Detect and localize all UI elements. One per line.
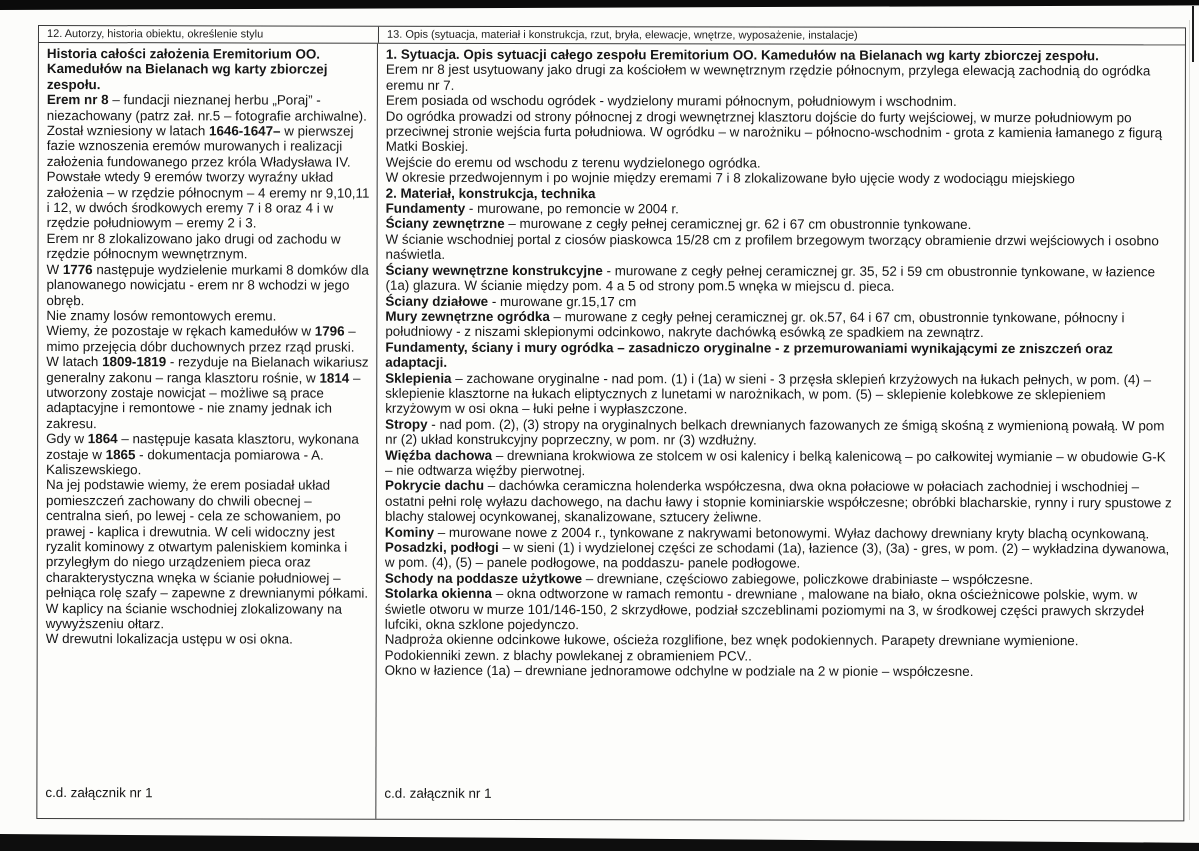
paragraph-bold-run: Mury zewnętrzne ogródka [385, 308, 550, 324]
paragraph [385, 447, 1174, 479]
table-body-row [37, 43, 1185, 820]
paragraph-bold-run: 1814 [319, 370, 350, 386]
paragraph-bold-run: Historia całości założenia Eremitorium OO. Kamedułów na Bielanach wg karty zbiorczej zespołu. [46, 46, 328, 92]
paragraph [46, 323, 370, 354]
paragraph-text-run: Wejście do eremu od wschodu z terenu wydzielonego ogródka. [385, 154, 761, 171]
paragraph-bold-run: Ściany zewnętrzne [385, 216, 505, 232]
paragraph-bold-run: Sklepienia [385, 370, 452, 386]
paragraph-bold-run: Erem nr 8 [46, 92, 109, 108]
scan-edge-right [1192, 6, 1194, 62]
paragraph-text-run: – fundacji nieznanej herbu „Poraj” - niezachowany (patrz zał. nr.5 – fotografie archiwalne). [46, 92, 367, 124]
paragraph-bold-run: 1864 [87, 431, 118, 447]
paragraph [386, 216, 1175, 233]
paragraph-text-run: Podokienniki zewn. z blachy powlekanej z obramieniem PCV.. [384, 647, 752, 664]
paragraph-text-run: –mimo przejęcia dóbr duchownych przez rząd pruski. [46, 323, 356, 355]
paragraph-text-run: – okna odtworzone w ramach remontu - drewniane , malowane na biało, okna ościeżnicowe polskie, wym. w świetle otworu w murze 101/146-150, 2 skrzydłowe, podział szczeblinami poziomymi na 3, w środkowej części prawych skrzydeł lufciki, okna szklone pojedynczo. [384, 586, 1144, 633]
paragraph [385, 293, 1174, 310]
paragraph [386, 201, 1175, 218]
paragraph [47, 169, 371, 231]
paragraph-text-run: - murowane, po remoncie w 2004 r. [465, 200, 679, 217]
paragraph [385, 571, 1174, 588]
paragraph [385, 540, 1174, 572]
history-text-block [46, 46, 371, 648]
paragraph [386, 170, 1175, 187]
scan-edge-right-faint [1189, 20, 1190, 820]
paragraph-bold-run: 1776 [62, 261, 93, 277]
paragraph-text-run: następuje wydzielenie murkami 8 domków dla planowanego nowicjatu - erem nr 8 wchodzi w jego obręb. [46, 261, 369, 308]
paragraph [385, 663, 1174, 680]
paragraph-text-run: - dokumentacja pomiarowa - A. Kaliszewskiego. [46, 446, 324, 478]
record-card-table [36, 25, 1186, 821]
paragraph-bold-run: 2. Materiał, konstrukcja, technika [385, 185, 596, 201]
paragraph-text-run: – następuje kasata klasztoru, wykonana zostaje w [46, 431, 359, 462]
paragraph-text-run: - murowane gr.15,17 cm [488, 293, 637, 309]
paragraph-text-run: Został wzniesiony w latach [46, 123, 210, 139]
field-12-content [37, 43, 378, 819]
paragraph [46, 631, 370, 647]
paragraph-text-run: Erem nr 8 jest usytuowany jako drugi za kościołem w wewnętrznym rzędzie północnym, przylega elewacją zachodnią do ogródka eremu nr 7. [385, 62, 1151, 93]
paragraph [46, 262, 370, 309]
paragraph-bold-run: Pokrycie dachu [385, 478, 485, 494]
paragraph-text-run: Erem posiada od wschodu ogródek - wydzielony murami północnym, południowym i wschodnim. [385, 92, 957, 110]
paragraph [47, 231, 371, 262]
paragraph-text-run: - rezyduje na Bielanach wikariusz generalny zakonu – ranga klasztoru rośnie, w [46, 354, 369, 386]
paragraph [385, 586, 1174, 634]
paragraph [46, 431, 370, 478]
paragraph-text-run: Do ogródka prowadzi od strony północnej z drogi wewnętrznej klasztoru dojście do furty wejściowej, w murze południowym po przeciwnej stronie wejścia furta południowa. W ogródku – w narożniku – północno-wschodnim - grota z kamienia łamanego z figurą Matki Boskiej. [385, 108, 1163, 155]
paragraph-text-run: Nadproża okienne odcinkowe łukowe, ościeża rozglifione, bez wnęk podokiennych. Parapety drewniane wymienione. [384, 632, 1079, 649]
field-12-header: 12. Autorzy, historia obiektu, określenie stylu [39, 26, 379, 43]
paragraph-bold-run: Kominy [384, 524, 435, 540]
field-13-content [376, 44, 1185, 821]
paragraph-text-run: Erem nr 8 zlokalizowano jako drugi od zachodu w rzędzie północnym wewnętrznym. [46, 230, 341, 262]
paragraph-bold-run: Fundamenty, ściany i mury ogródka – zasadniczo oryginalne - z przemurowaniami wynikającymi ze zniszczeń oraz adaptacji. [385, 339, 1113, 370]
paragraph [385, 416, 1174, 448]
paragraph-bold-run: Posadzki, podłogi [384, 539, 499, 555]
paragraph [46, 354, 370, 432]
paragraph-text-run: – dachówka ceramiczna holenderka współczesna, dwa okna połaciowe w połaciach zachodniej i wschodniej – ostatni pełni rolę wyłazu dachowego, na dachu ławy i stopnie kominiarskie współczesne; obróbki blacharskie, rynny i rury spustowe z blachy stalowej ocynkowanej, skanalizowane, sztucery żeliwne. [384, 478, 1172, 525]
paragraph-text-run: W okresie przedwojennym i po wojnie między eremami 7 i 8 zlokalizowane było ujęcie wody z wodociągu miejskiego [385, 169, 1075, 187]
paragraph [385, 524, 1174, 541]
right-continuation-note: c.d. załącznik nr 1 [384, 785, 492, 801]
paragraph-text-run: W ścianie wschodniej portal z ciosów piaskowca 15/28 cm z profilem brzegowym tworzący obramienie drzwi wejściowych i osobno naświetla. [385, 231, 1159, 263]
paragraph [385, 632, 1174, 649]
paragraph-text-run: Na jej podstawie wiemy, że erem posiadał układ pomieszczeń zachowany do chwili obecnej – centralna sień, po lewej - cela ze schowaniem, po prawej - kaplica i drewutnia. W celi widoczny jest ryzalit kominowy z otwartym paleniskiem kominka i przyległym do niego urządzeniem pieca oraz charakterystyczna wnęka w ścianie południowej – pełniąca rolę szafy – zapewne z drewnianymi półkami. W kaplicy na ścianie wschodniej zlokalizowany na wywyższeniu ołtarz. [45, 477, 369, 632]
paragraph [47, 46, 371, 93]
paragraph-bold-run: Ściany wewnętrzne konstrukcyjne [385, 262, 603, 278]
paragraph-bold-run: 1646-1647– [209, 123, 281, 139]
paragraph [386, 155, 1175, 172]
scan-edge-top [0, 0, 1199, 10]
description-text-block [385, 47, 1175, 680]
paragraph [386, 47, 1175, 64]
paragraph [46, 477, 370, 632]
paragraph [385, 262, 1174, 294]
paragraph-bold-run: Ściany działowe [385, 293, 489, 309]
paragraph-text-run: W [46, 261, 63, 277]
paragraph-text-run: Nie znamy losów remontowych eremu. [46, 307, 277, 324]
paragraph [47, 92, 371, 123]
paragraph-bold-run: 1865 [105, 446, 136, 462]
paragraph [386, 185, 1175, 202]
paragraph [385, 478, 1174, 526]
paragraph-bold-run: Schody na poddasze użytkowe [384, 570, 583, 586]
left-continuation-note: c.d. załącznik nr 1 [45, 784, 153, 800]
paragraph [386, 108, 1175, 156]
field-13-header: 13. Opis (sytuacja, materiał i konstrukcja, rzut, bryła, elewacje, wnętrze, wyposażenie, instalacje) [386, 28, 858, 42]
paragraph-text-run: – murowane z cegły pełnej ceramicznej gr. ok.57, 64 i 67 cm, obustronnie tynkowane, północny i południowy - z niszami sklepionymi odcinkowo, nakryte dachówką esówką ze spadkiem na zewnątrz. [385, 308, 1125, 341]
paragraph [386, 232, 1175, 264]
paragraph-text-run: – zachowane oryginalne - nad pom. (1) i (1a) w sieni - 3 przęsła sklepień krzyżowych na łukach pełnych, w pom. (4) – sklepienie klasztorne na łukach eliptycznych z lunetami w narożnikach, w pom. (5) – sklepienie kolebkowe ze sklepieniem krzyżowym w osi okna – łuki pełne i wypłaszczone. [385, 370, 1152, 417]
paragraph-bold-run: 1. Sytuacja. Opis sytuacji całego zespołu Eremitorium OO. Kamedułów na Bielanach wg karty zbiorczej zespołu. [385, 46, 1099, 64]
paragraph [385, 309, 1174, 341]
paragraph-text-run: – utworzony zostaje nowicjat – możliwe są prace adaptacyjne i remontowe - nie znamy jednak ich zakresu. [46, 370, 361, 431]
paragraph [47, 123, 371, 170]
paragraph-bold-run: 1796 [314, 323, 345, 339]
paragraph-text-run: Gdy w [46, 431, 88, 447]
paragraph-text-run: w pierwszej fazie wznoszenia eremów murowanych i realizacji założenia fundowanego przez króla Władysława IV. [46, 123, 354, 170]
paragraph [385, 370, 1174, 418]
paragraph-bold-run: Więźba dachowa [385, 447, 493, 463]
paragraph-text-run: Wiemy, że pozostaje w rękach kamedułów w [46, 323, 315, 339]
paragraph-text-run: – drewniana krokwiowa ze stolcem w osi kalenicy i belką kalenicową – po całkowitej wymianie – w obudowie G-K – nie odtwarza więźby pierwotnej. [385, 447, 1166, 479]
paragraph-text-run: – murowane z cegły pełnej ceramicznej gr. 62 i 67 cm obustronnie tynkowane. [504, 216, 972, 233]
scan-edge-bottom [0, 834, 1199, 851]
paragraph-text-run: - nad pom. (2), (3) stropy na oryginalnych belkach drewnianych fazowanych ze śmigą skośną z wymienioną powałą. W pom nr (2) układ konstrukcyjny poprzeczny, w pom. nr (3) wzdłużny. [385, 416, 1165, 448]
paragraph-text-run: – murowane nowe z 2004 r., tynkowane z nakrywami betonowymi. Wyłaz dachowy drewniany kryty blachą ocynkowaną. [434, 524, 1150, 541]
paragraph-text-run: - murowane z cegły pełnej ceramicznej gr. 35, 52 i 59 cm obustronnie tynkowane, w łazience (1a) glazura. W ścianie między pom. 4 a 5 od strony pom.5 wnęka w miejscu d. pieca. [385, 262, 1156, 294]
paragraph [385, 339, 1174, 371]
paragraph [386, 62, 1175, 94]
paragraph-bold-run: Fundamenty [385, 200, 466, 216]
paragraph-bold-run: Stropy [385, 416, 428, 432]
paragraph-text-run: Powstałe wtedy 9 eremów tworzy wyraźny układ założenia – w rzędzie północnym – 4 eremy nr 9,10,11 i 12, w dwóch środkowych eremy 7 i 8 oraz 4 i w rzędzie południowym – eremy 2 i 3. [46, 169, 370, 231]
paragraph-bold-run: 1809-1819 [102, 354, 167, 370]
paragraph-text-run: Okno w łazience (1a) – drewniane jednoramowe odchylne w podziale na 2 w pionie – współczesne. [384, 662, 974, 680]
paragraph-text-run: – w sieni (1) i wydzielonej części ze schodami (1a), łazience (3), (3a) - gres, w pom. (2) – wykładzina dywanowa, w pom. (4), (5) – panele podłogowe, na poddaszu- panele podłogowe. [384, 539, 1170, 572]
paragraph [46, 308, 370, 324]
paragraph-text-run: W drewutni lokalizacja ustępu w osi okna. [45, 631, 293, 647]
paragraph [386, 93, 1175, 110]
paragraph [385, 648, 1174, 665]
paragraph-text-run: – drewniane, częściowo zabiegowe, policzkowe drabiniaste – współczesne. [582, 570, 1034, 587]
paragraph-text-run: W latach [46, 354, 103, 370]
paragraph-bold-run: Stolarka okienna [384, 585, 492, 602]
